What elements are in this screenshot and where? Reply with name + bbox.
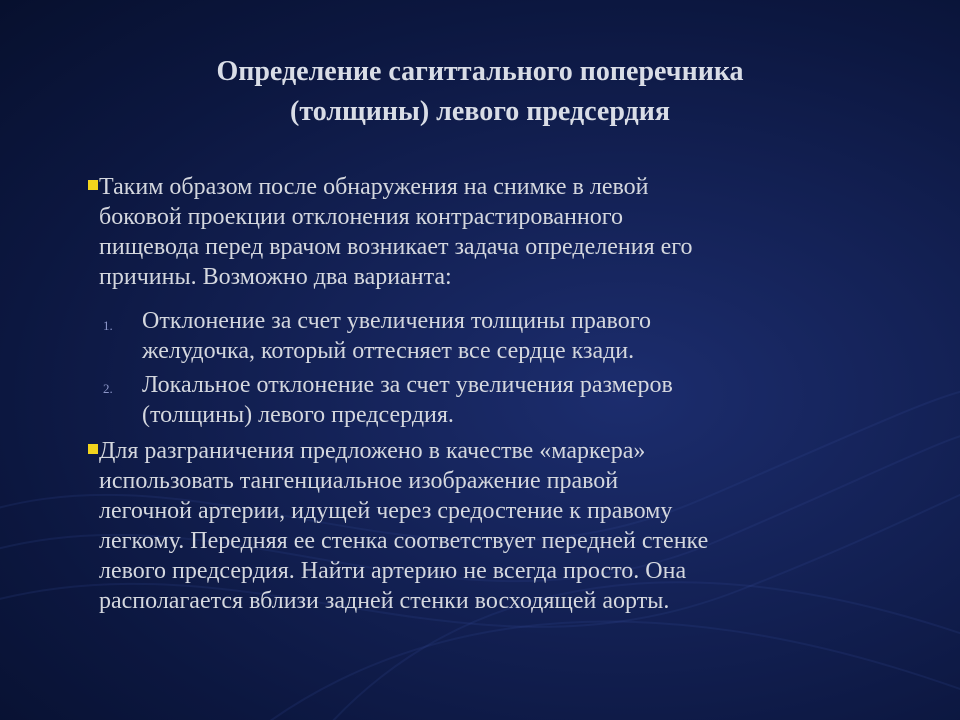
bullet-marker (88, 444, 98, 454)
slide-title (60, 52, 900, 132)
bullet-paragraph (99, 436, 708, 616)
text-line: причины. Возможно два варианта: (99, 264, 452, 290)
text-line: легочной артерии, идущей через средостение к правому (99, 498, 673, 524)
text-line: боковой проекции отклонения контрастированного (99, 204, 623, 230)
numbered-item (142, 306, 651, 366)
list-number: 1. (103, 318, 113, 333)
text-line: легкому. Передняя ее стенка соответствует передней стенке (99, 528, 709, 554)
bullet-paragraph (99, 172, 693, 292)
text-line: Локальное отклонение за счет увеличения размеров (142, 372, 673, 398)
title-line: Определение сагиттального поперечника (216, 56, 744, 87)
text-line: использовать тангенциальное изображение правой (99, 468, 619, 494)
text-line: Отклонение за счет увеличения толщины правого (142, 308, 651, 334)
text-line: Для разграничения предложено в качестве «маркера» (99, 438, 646, 464)
text-line: желудочка, который оттесняет все сердце кзади. (142, 338, 635, 364)
text-line: (толщины) левого предсердия. (142, 402, 454, 428)
numbered-item (142, 370, 673, 430)
text-line: располагается вблизи задней стенки восходящей аорты. (99, 588, 670, 614)
title-line: (толщины) левого предсердия (290, 96, 670, 127)
bullet-marker (88, 180, 98, 190)
text-line: Таким образом после обнаружения на снимке в левой (99, 174, 649, 200)
text-line: пищевода перед врачом возникает задача определения его (99, 234, 693, 260)
list-number: 2. (103, 381, 113, 396)
text-line: левого предсердия. Найти артерию не всегда просто. Она (99, 558, 687, 584)
